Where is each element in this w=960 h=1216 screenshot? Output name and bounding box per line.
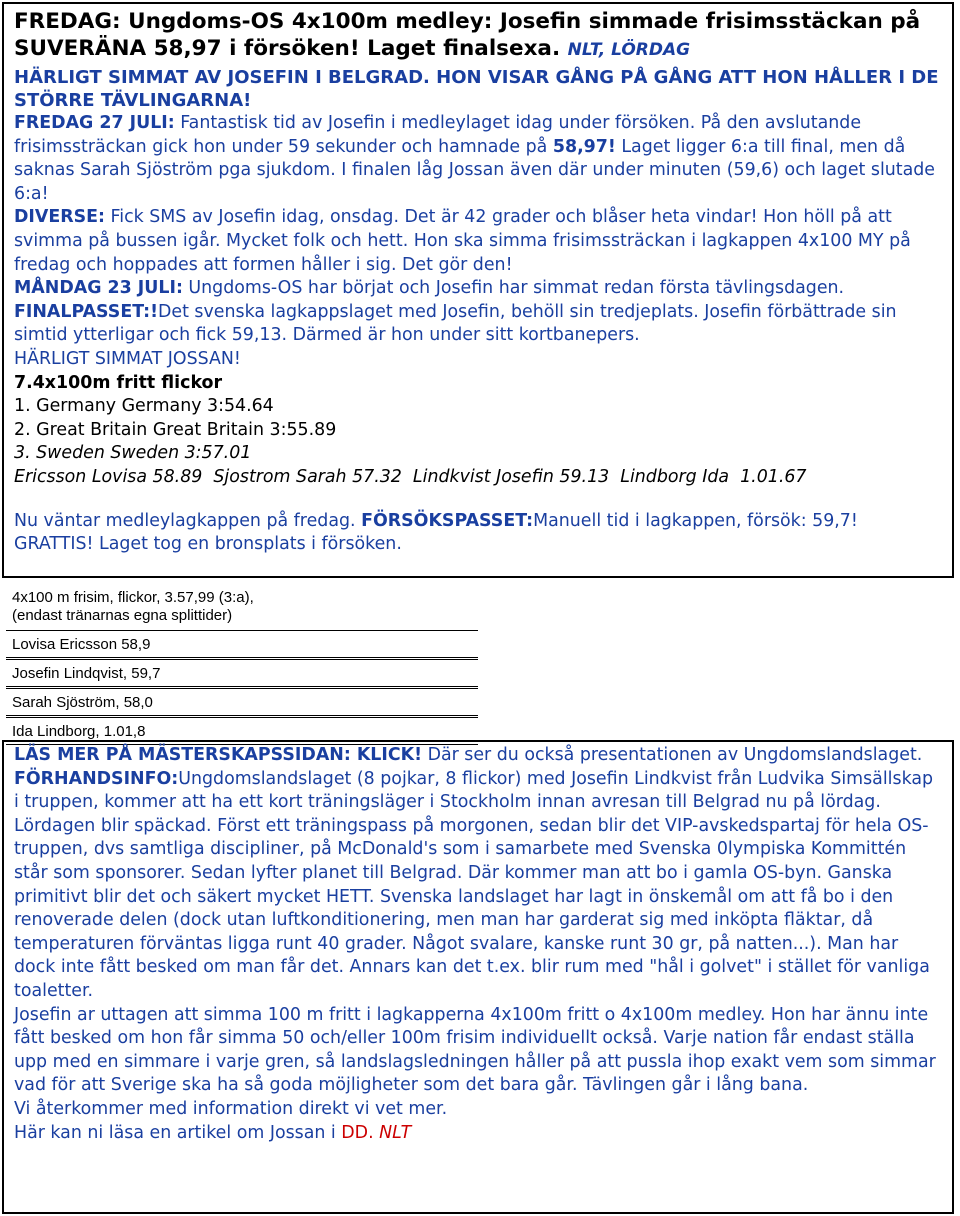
- preview-para2: Josefin ar uttagen att simma 100 m fritt i lagkapperna 4x100m fritt o 4x100m medley. Hon har ännu inte fått besked om hon får simma 50 och/eller 100m frisim individuellt också. Varje nation får endast ställa upp med en simmare i varje gren, så landslagsledningen håller på att pussla ihop exakt vem som simmar vad för att Sverige ska ha så goda möjligheter som det bara går. Tävlingen går i lång bana.: [14, 1004, 936, 1096]
- signature: NLT: [379, 1122, 412, 1143]
- news-box-top: [2, 2, 954, 578]
- shout: HÄRLIGT SIMMAT JOSSAN!: [14, 348, 241, 369]
- split-row: Josefin Lindqvist, 59,7: [6, 660, 478, 689]
- preview-info: FÖRHANDSINFO:Ungdomslandslaget (8 pojkar, 8 flickor) med Josefin Lindkvist från Ludvika Simsällskap i truppen, kommer att ha ett kort träningsläger i Stockholm innan avresan till Belgrad nu på lördag. Lördagen blir späckad. Först ett träningspass på morgonen, sedan blir det VIP-avskedspartaj för hela OS-truppen, dvs samtliga discipliner, på McDonald's som i samarbete med Svenska 0lympiska Kommittén står som sponsorer. Sedan lyfter planet till Belgrad. Där kommer man att bo i gamla OS-byn. Ganska primitivt blir det och säkert mycket HETT. Svenska landslaget har lagt in önskemål om att få bo i den renoverade delen (dock utan luftkonditionering, men man har garderat sig med inköpta fläktar, då temperaturen förväntas ligga runt 40 grader. Något svalare, kanske runt 30 gr, på natten...). Man har dock inte fått besked om man får det. Annars kan det t.ex. blir rum med "hål i golvet" i stället för vanliga toaletter.: [14, 768, 934, 1001]
- headline-signature: NLT, LÖRDAG: [567, 40, 691, 60]
- update-fredag: FREDAG 27 JULI: Fantastisk tid av Josefin i medleylaget idag under försöken. På den avslutande frisimssträckan gick hon under 59 sekunder och hamnade på 58,97! Laget ligger 6:a till final, men då saknas Sarah Sjöström pga sjukdom. I finalen låg Jossan även där under minuten (59,6) och laget slutade 6:a!: [14, 113, 936, 204]
- update-mandag: MÅNDAG 23 JULI: Ungdoms-OS har börjat och Josefin har simmat redan första tävlingsdagen. FINALPASSET:!Det svenska lagkappslaget med Josefin, behöll sin tredjeplats. Josefin förbättrade sin simtid ytterligar och fick 59,13. Därmed är hon under sitt kortbanepers.: [14, 278, 897, 346]
- subheadline: HÄRLIGT SIMMAT AV JOSEFIN I BELGRAD. HON VISAR GÅNG PÅ GÅNG ATT HON HÅLLER I DE STÖRRE TÄVLINGARNA!: [14, 67, 939, 111]
- headline: FREDAG: Ungdoms-OS 4x100m medley: Josefin simmade frisimsstäckan på SUVERÄNA 58,97 i försöken! Laget finalsexa. NLT, LÖRDAG: [14, 9, 921, 61]
- update-forsok: Nu väntar medleylagkappen på fredag. FÖRSÖKSPASSET:Manuell tid i lagkappen, försök: 59,7! GRATTIS! Laget tog en bronsplats i försöken.: [14, 510, 858, 555]
- result-3: 3. Sweden Sweden 3:57.01: [14, 443, 252, 464]
- result-2: 2. Great Britain Great Britain 3:55.89: [14, 419, 337, 440]
- split-row: Sarah Sjöström, 58,0: [6, 689, 478, 718]
- news-box-bottom: [2, 740, 954, 1214]
- read-more: LÄS MER PÅ MÄSTERSKAPSSIDAN: KLICK! Där ser du också presentationen av Ungdomslandslaget.: [14, 745, 923, 765]
- results-title: 7.4x100m fritt flickor: [14, 372, 223, 393]
- preview-para4: Här kan ni läsa en artikel om Jossan i DD. NLT: [14, 1122, 412, 1143]
- split-row: Ida Lindborg, 1.01,8: [6, 718, 478, 745]
- result-1: 1. Germany Germany 3:54.64: [14, 396, 274, 417]
- preview-para3: Vi återkommer med information direkt vi vet mer.: [14, 1098, 448, 1119]
- dd-link[interactable]: DD.: [341, 1122, 374, 1143]
- split-row: Lovisa Ericsson 58,9: [6, 631, 478, 660]
- splits-header: 4x100 m frisim, flickor, 3.57,99 (3:a), (endast tränarnas egna splittider): [6, 585, 478, 631]
- splits-table: [6, 585, 478, 745]
- update-diverse: DIVERSE: Fick SMS av Josefin idag, onsdag. Det är 42 grader och blåser heta vindar! Hon höll på att svimma på bussen igår. Mycket folk och hett. Hon ska simma frisimssträckan i lagkappen 4x100 MY på fredag och hoppades att formen håller i sig. Det gör den!: [14, 207, 911, 275]
- read-more-link[interactable]: LÄS MER PÅ MÄSTERSKAPSSIDAN: KLICK!: [14, 745, 423, 765]
- result-splits: Ericsson Lovisa 58.89 Sjostrom Sarah 57.32 Lindkvist Josefin 59.13 Lindborg Ida 1.01.67: [14, 466, 807, 487]
